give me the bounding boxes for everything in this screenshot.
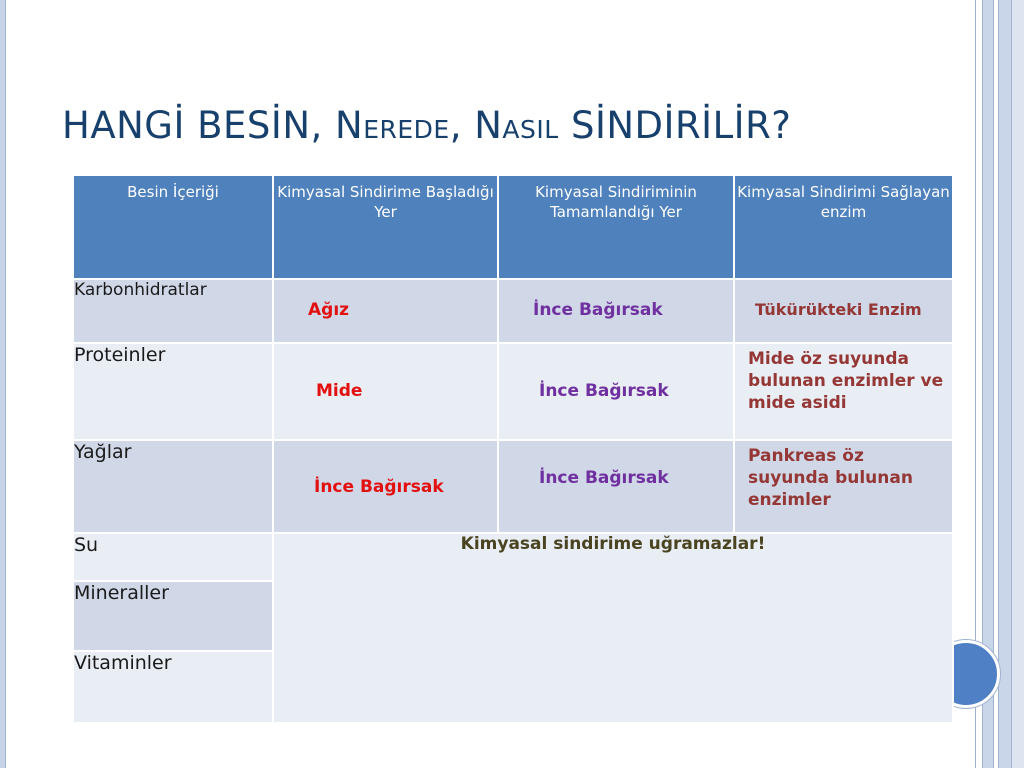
slide-left-border xyxy=(0,0,6,768)
enzyme-cell xyxy=(734,440,953,533)
food-cell: Vitaminler xyxy=(73,651,273,723)
complete-cell xyxy=(498,440,734,533)
header-start-location: Kimyasal Sindirime Başladığı Yer xyxy=(273,175,498,279)
table-row xyxy=(73,279,953,343)
complete-cell xyxy=(498,343,734,440)
table-row xyxy=(73,440,953,533)
start-cell xyxy=(273,279,498,343)
start-cell xyxy=(273,343,498,440)
enzyme-value: Mide öz suyunda bulunan enzimler ve mide asidi xyxy=(748,349,944,413)
food-cell: Su xyxy=(73,533,273,581)
food-cell: Karbonhidratlar xyxy=(73,279,273,343)
food-cell: Yağlar xyxy=(73,440,273,533)
start-value: Mide xyxy=(316,381,363,401)
header-enzyme: Kimyasal Sindirimi Sağlayan enzim xyxy=(734,175,953,279)
digestion-table xyxy=(72,174,954,724)
no-chemical-digestion-note: Kimyasal sindirime uğramazlar! xyxy=(460,534,766,554)
enzyme-value: Pankreas öz suyunda bulunan enzimler xyxy=(748,446,913,510)
enzyme-value: Tükürükteki Enzim xyxy=(755,300,922,319)
start-value: Ağız xyxy=(308,300,350,320)
enzyme-cell xyxy=(734,279,953,343)
food-cell: Proteinler xyxy=(73,343,273,440)
table-row xyxy=(73,343,953,440)
complete-cell xyxy=(498,279,734,343)
slide-title: HANGİ BESİN, NEREDE, NASIL SİNDİRİLİR? xyxy=(62,104,792,147)
enzyme-cell xyxy=(734,343,953,440)
complete-value: İnce Bağırsak xyxy=(533,300,663,320)
header-food-content: Besin İçeriği xyxy=(73,175,273,279)
table-row xyxy=(73,533,953,581)
header-complete-location: Kimyasal Sindiriminin Tamamlandığı Yer xyxy=(498,175,734,279)
start-value: İnce Bağırsak xyxy=(314,477,444,497)
no-chemical-digestion-cell xyxy=(273,533,953,723)
food-cell: Mineraller xyxy=(73,581,273,651)
table-header-row xyxy=(73,175,953,279)
complete-value: İnce Bağırsak xyxy=(539,381,669,401)
start-cell xyxy=(273,440,498,533)
complete-value: İnce Bağırsak xyxy=(539,468,669,488)
